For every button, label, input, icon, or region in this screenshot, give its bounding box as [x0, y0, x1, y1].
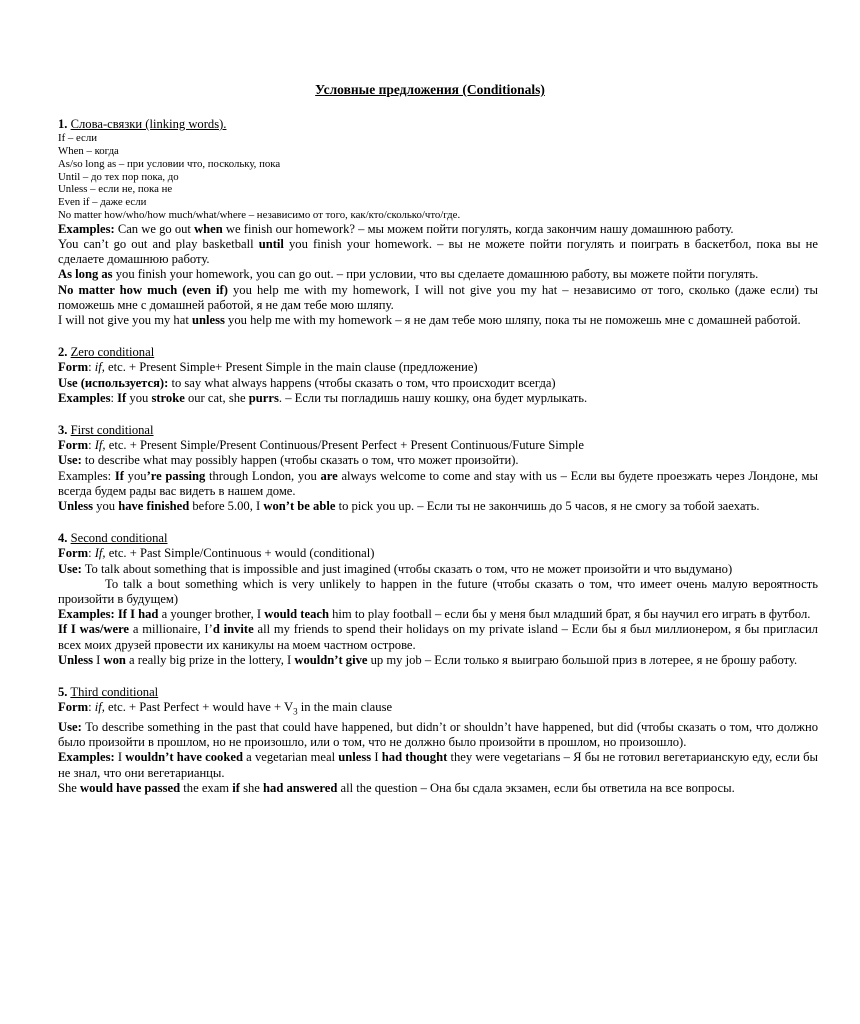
use-paragraph: Use: To describe something in the past that could have happened, but didn’t or shouldn’t have happened, but did (чтобы сказать о том, что должно было произойти в прошлом, но не произошло, или о том, что не должно было произойти в прошлом, но произошло).: [58, 719, 818, 750]
use-line: Use: to describe what may possibly happen (чтобы сказать о том, что может произойти).: [58, 453, 519, 468]
list-item: When – когда: [58, 145, 119, 157]
example-paragraph: If I was/were a millionaire, I’d invite all my friends to spend their holidays on my private island – Если бы я был миллионером, я бы пригласил всех моих друзей провести их каникулы на моем частном острове.: [58, 622, 818, 652]
example-paragraph: No matter how much (even if) you help me with my homework, I will not give you my hat – независимо от того, сколько (даже если) ты поможешь мне с домашней работой, я не дам тебе мою шляпу.: [58, 282, 818, 312]
section-second-conditional: [58, 531, 818, 668]
use-line: Use: To talk about something that is impossible and just imagined (чтобы сказать о том, что не может произойти и что выдумано): [58, 561, 733, 576]
example-line: Examples: Can we go out when we finish our homework? – мы можем пойти погулять, когда закончим нашу домашнюю работу.: [58, 221, 734, 236]
document-title: Условные предложения (Conditionals): [315, 82, 545, 97]
section-heading: 3. First conditional: [58, 423, 154, 438]
list-item: Even if – даже если: [58, 196, 147, 209]
use-paragraph: To talk a bout something which is very unlikely to happen in the future (чтобы сказать о том, что имеет очень малую вероятность произойти в будущем): [58, 576, 818, 607]
example-line: Examples: If you stroke our cat, she purrs. – Если ты погладишь нашу кошку, она будет мурлыкать.: [58, 390, 588, 405]
form-line: Form: if, etc. + Present Simple+ Present Simple in the main clause (предложение): [58, 360, 478, 375]
section-heading: 2. Zero conditional: [58, 345, 155, 360]
section-heading: 1. Слова-связки (linking words).: [58, 117, 227, 131]
section-first-conditional: [58, 423, 818, 514]
example-paragraph: Unless you have finished before 5.00, I won’t be able to pick you up. – Если ты не закончишь до 5 часов, я не смогу за тобой заехать.: [58, 499, 760, 514]
example-paragraph: I will not give you my hat unless you help me with my homework – я не дам тебе мою шляпу, пока ты не поможешь мне с домашней работой.: [58, 313, 801, 327]
example-paragraph: Examples: If I had a younger brother, I would teach him to play football – если бы у меня был младший брат, я бы научил его играть в футбол.: [58, 607, 811, 622]
list-item: As/so long as – при условии что, поскольку, пока: [58, 157, 281, 170]
form-line: Form: If, etc. + Past Simple/Continuous + would (conditional): [58, 546, 375, 561]
use-line: Use (используется): to say what always happens (чтобы сказать о том, что происходит всегда): [58, 375, 556, 390]
example-paragraph: Examples: I wouldn’t have cooked a vegetarian meal unless I had thought they were vegetarians – Я бы не готовил вегетарианскую еду, если бы не знал, что они вегетарианцы.: [58, 750, 819, 780]
list-item: No matter how/who/how much/what/where – независимо от того, как/кто/сколько/что/где.: [58, 208, 461, 221]
document-body: [58, 117, 818, 813]
section-linking-words: [58, 117, 818, 328]
form-line: Form: if, etc. + Past Perfect + would have + $V_3$ in the main clause: [58, 700, 393, 717]
example-line: She would have passed the exam if she had answered all the question – Она бы сдала экзамен, если бы ответила на все вопросы.: [58, 780, 735, 795]
example-paragraph: Unless I won a really big prize in the lottery, I wouldn’t give up my job – Если только я выиграю большой приз в лотерее, я не брошу работу.: [58, 652, 798, 667]
list-item: If – если: [58, 132, 98, 145]
section-zero-conditional: [58, 345, 818, 406]
section-third-conditional: [58, 685, 818, 796]
example-paragraph: As long as you finish your homework, you can go out. – при условии, что вы сделаете домашнюю работу, вы можете пойти погулять.: [58, 267, 759, 282]
section-heading: 5. Third conditional: [58, 685, 159, 700]
example-paragraph: You can’t go out and play basketball until you finish your homework. – вы не можете пойти погулять и поиграть в баскетбол, пока вы не сделаете домашнюю работу.: [58, 236, 818, 267]
list-item: Until – до тех пор пока, до: [58, 170, 179, 183]
form-line: Form: If, etc. + Present Simple/Present Continuous/Present Perfect + Present Continuous/Future Simple: [58, 438, 584, 453]
example-paragraph: Examples: If you’re passing through London, you are always welcome to come and stay with us – Если вы будете проезжать через Лондоне, мы всегда будем рады вас видеть в нашем доме.: [58, 468, 818, 498]
list-item: Unless – если не, пока не: [58, 183, 173, 196]
section-heading: 4. Second conditional: [58, 531, 168, 546]
